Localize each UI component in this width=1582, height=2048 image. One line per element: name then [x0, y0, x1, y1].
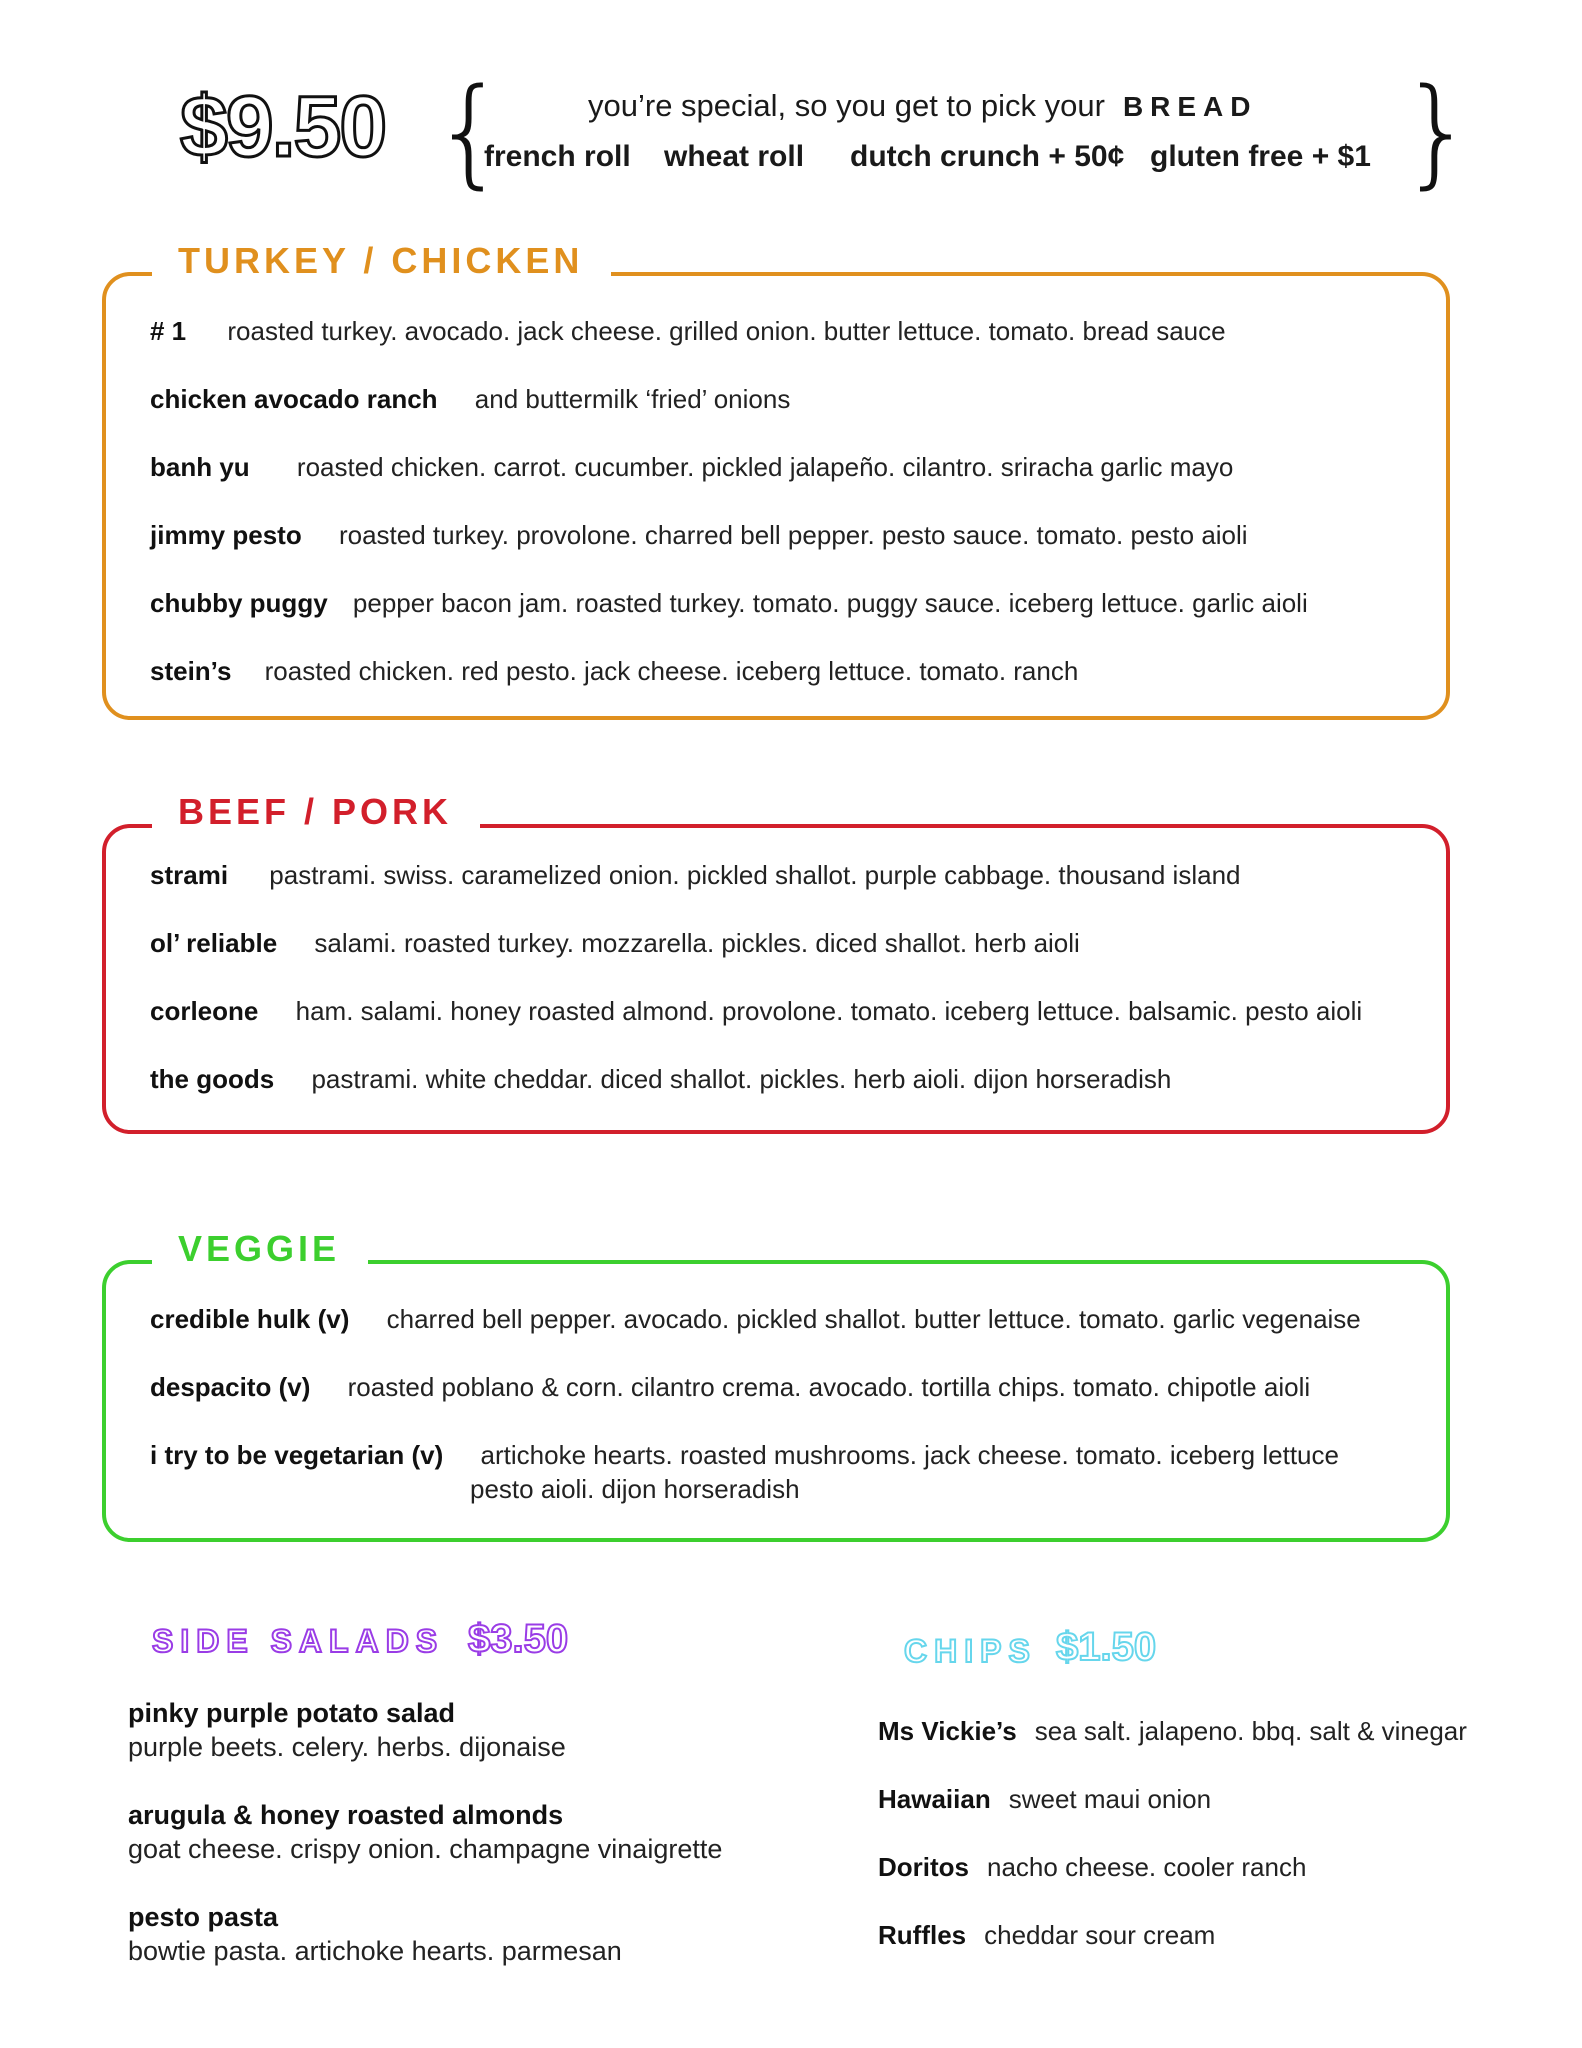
- item-name: ol’ reliable: [150, 928, 278, 958]
- bread-option-dutch-crunch: dutch crunch + 50¢: [850, 140, 1125, 173]
- chips-title: CHIPS: [904, 1633, 1037, 1669]
- bread-prompt: [588, 88, 1258, 124]
- chip-flavors: sea salt. jalapeno. bbq. salt & vinegar: [1034, 1716, 1467, 1746]
- item-name: banh yu: [150, 452, 250, 482]
- menu-item: [150, 452, 1233, 483]
- item-name: despacito (v): [150, 1372, 311, 1402]
- chip-flavors: nacho cheese. cooler ranch: [987, 1852, 1307, 1882]
- item-desc: roasted chicken. red pesto. jack cheese. iceberg lettuce. tomato. ranch: [264, 656, 1079, 686]
- item-name: i try to be vegetarian (v): [150, 1440, 444, 1470]
- bread-option-gluten-free: gluten free + $1: [1150, 140, 1371, 173]
- item-name: corleone: [150, 996, 259, 1026]
- item-desc: charred bell pepper. avocado. pickled shallot. butter lettuce. tomato. garlic vegenaise: [386, 1304, 1361, 1334]
- item-desc: and buttermilk ‘fried’ onions: [474, 384, 791, 414]
- item-name: the goods: [150, 1064, 275, 1094]
- salad-name: pesto pasta: [128, 1902, 279, 1932]
- salad-desc: bowtie pasta. artichoke hearts. parmesan: [128, 1936, 622, 1966]
- menu-item: [150, 1372, 1310, 1403]
- item-desc-continued: pesto aioli. dijon horseradish: [470, 1474, 800, 1504]
- menu-item: [150, 1064, 1171, 1095]
- chip-flavors: sweet maui onion: [1008, 1784, 1212, 1814]
- menu-item: [150, 384, 790, 415]
- item-desc: pastrami. white cheddar. diced shallot. pickles. herb aioli. dijon horseradish: [311, 1064, 1172, 1094]
- veggie-title: VEGGIE: [152, 1229, 368, 1269]
- item-desc: ham. salami. honey roasted almond. provolone. tomato. iceberg lettuce. balsamic. pesto aioli: [295, 996, 1363, 1026]
- item-name: stein’s: [150, 656, 232, 686]
- chip-flavors: cheddar sour cream: [984, 1920, 1216, 1950]
- item-desc: salami. roasted turkey. mozzarella. pickles. diced shallot. herb aioli: [314, 928, 1080, 958]
- bread-prompt-text: you’re special, so you get to pick your: [588, 88, 1105, 123]
- item-name: # 1: [150, 316, 187, 346]
- chip-item: [878, 1852, 1306, 1883]
- beef-pork-title: BEEF / PORK: [152, 792, 480, 832]
- side-salads-price: $3.50: [468, 1617, 569, 1661]
- chips-price: $1.50: [1056, 1625, 1157, 1669]
- menu-item: [150, 860, 1241, 891]
- chip-brand: Ms Vickie’s: [878, 1716, 1017, 1746]
- side-salads-title: SIDE SALADS: [152, 1623, 445, 1659]
- item-name: chicken avocado ranch: [150, 384, 438, 414]
- menu-item: [150, 1304, 1361, 1335]
- item-desc: roasted turkey. provolone. charred bell pepper. pesto sauce. tomato. pesto aioli: [338, 520, 1248, 550]
- chip-brand: Doritos: [878, 1852, 969, 1882]
- chip-brand: Ruffles: [878, 1920, 967, 1950]
- item-name: strami: [150, 860, 229, 890]
- salad-desc: goat cheese. crispy onion. champagne vinaigrette: [128, 1834, 723, 1864]
- menu-item: [150, 588, 1308, 619]
- salad-desc: purple beets. celery. herbs. dijonaise: [128, 1732, 566, 1762]
- item-name: chubby puggy: [150, 588, 328, 618]
- chip-brand: Hawaiian: [878, 1784, 991, 1814]
- chip-item: [878, 1920, 1215, 1951]
- item-desc: roasted turkey. avocado. jack cheese. grilled onion. butter lettuce. tomato. bread sauce: [227, 316, 1226, 346]
- salad-name: arugula & honey roasted almonds: [128, 1800, 564, 1830]
- left-brace-glyph: {: [432, 62, 508, 200]
- menu-item: [150, 316, 1226, 347]
- menu-item: [150, 1440, 1339, 1471]
- item-desc: roasted poblano & corn. cilantro crema. avocado. tortilla chips. tomato. chipotle aioli: [347, 1372, 1311, 1402]
- chip-item: [878, 1784, 1211, 1815]
- salad-name: pinky purple potato salad: [128, 1698, 456, 1728]
- turkey-chicken-title: TURKEY / CHICKEN: [152, 241, 611, 281]
- item-desc: artichoke hearts. roasted mushrooms. jack cheese. tomato. iceberg lettuce: [480, 1440, 1339, 1470]
- item-desc: pastrami. swiss. caramelized onion. pickled shallot. purple cabbage. thousand island: [269, 860, 1241, 890]
- chip-item: [878, 1716, 1467, 1747]
- menu-item: [150, 520, 1248, 551]
- bread-word: BREAD: [1122, 91, 1258, 122]
- menu-item: [150, 928, 1080, 959]
- item-name: credible hulk (v): [150, 1304, 350, 1334]
- bread-option-french: french roll: [484, 140, 631, 173]
- item-desc: roasted chicken. carrot. cucumber. pickled jalapeño. cilantro. sriracha garlic mayo: [296, 452, 1234, 482]
- right-brace-glyph: }: [1400, 62, 1476, 200]
- sandwich-price: $9.50: [180, 79, 386, 175]
- bread-option-wheat: wheat roll: [664, 140, 805, 173]
- menu-item: [150, 656, 1078, 687]
- item-name: jimmy pesto: [150, 520, 302, 550]
- item-desc: pepper bacon jam. roasted turkey. tomato. puggy sauce. iceberg lettuce. garlic aioli: [352, 588, 1308, 618]
- menu-item: [150, 996, 1362, 1027]
